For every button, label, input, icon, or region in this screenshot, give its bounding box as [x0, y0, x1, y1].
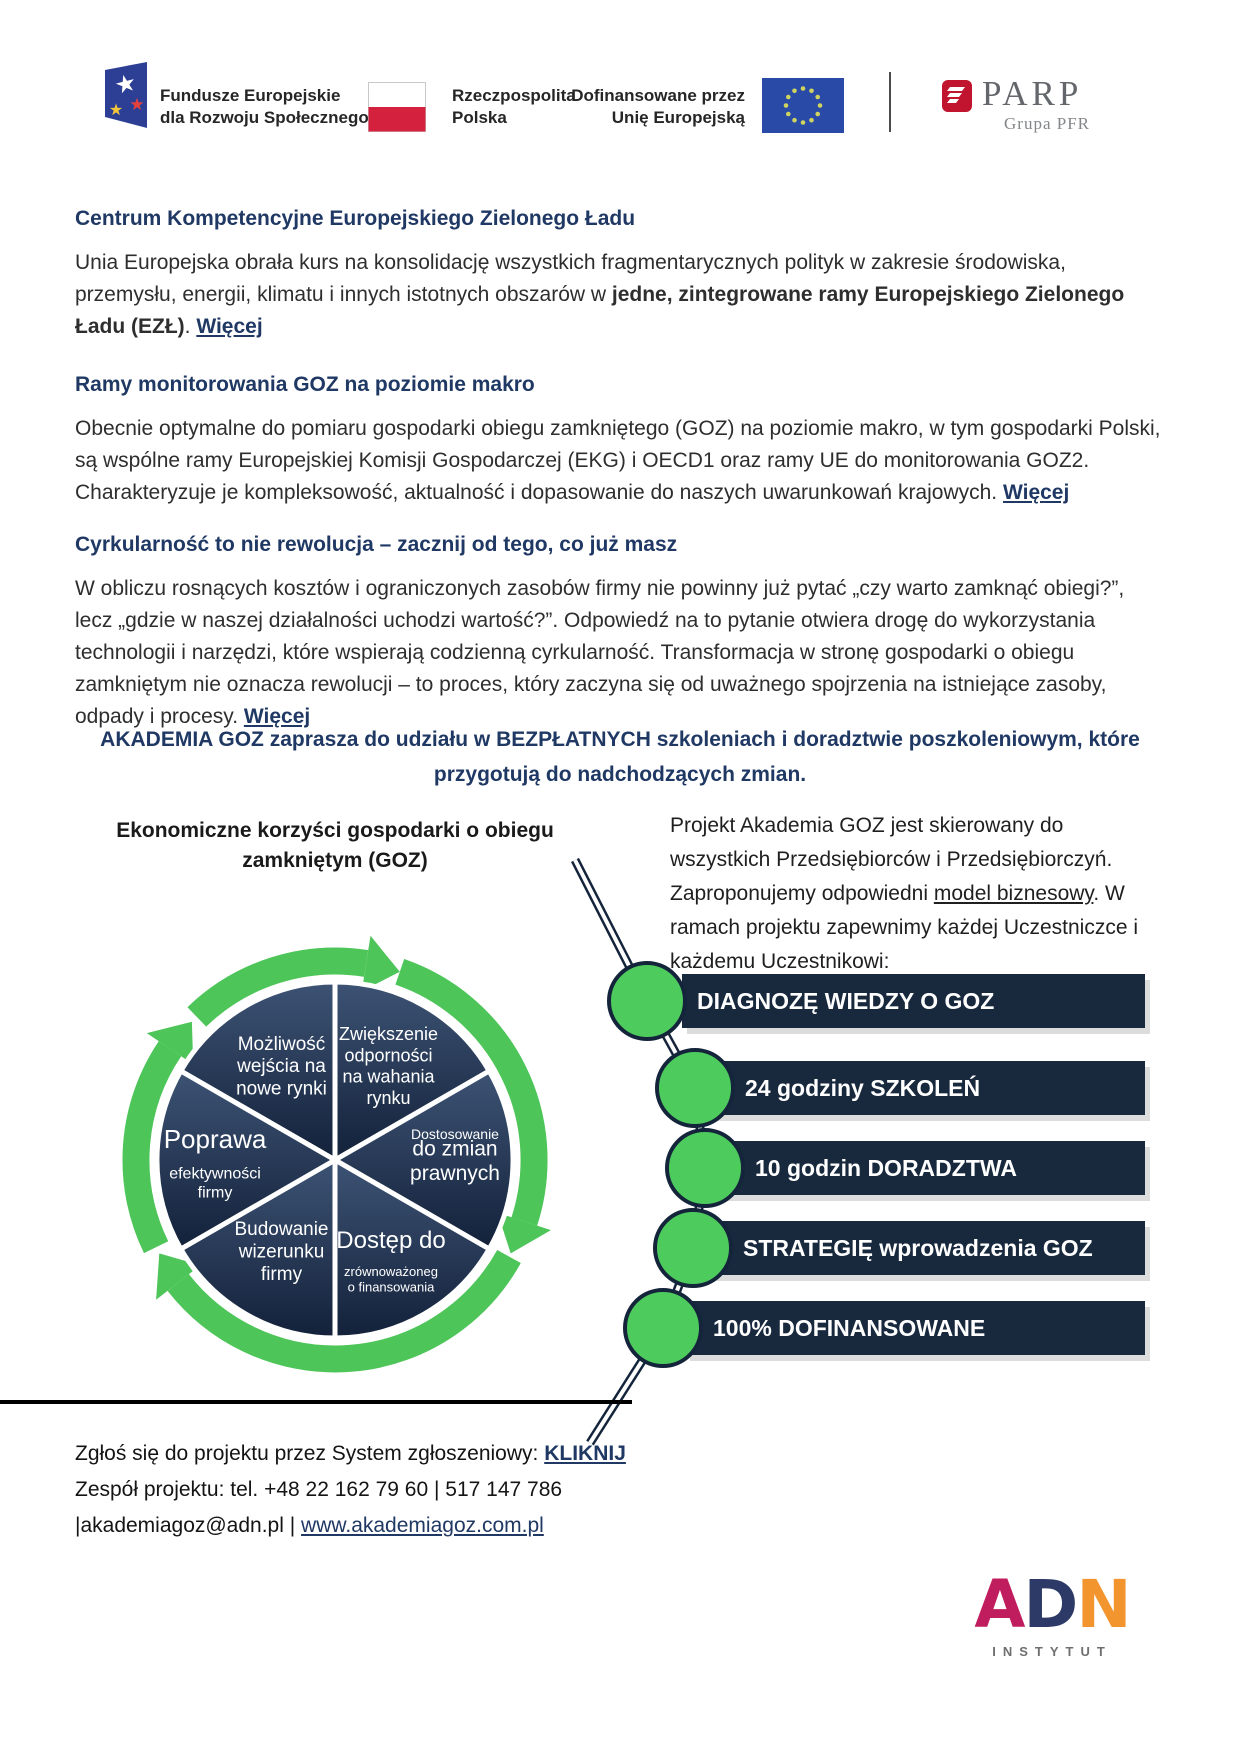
poland-flag-icon — [368, 82, 426, 132]
section-1-bold-text: jedne, zintegrowane ramy Europejskiego Zielonego Ładu (EZŁ) — [75, 283, 1125, 338]
section-1-text: Unia Europejska obrała kurs na konsolidację wszystkich fragmentarycznych polityk w zakresie środowiska, przemysłu, energii, klimatu i innych istotnych obszarów w — [75, 251, 1066, 306]
website-link[interactable]: www.akademiagoz.com.pl — [301, 1514, 544, 1537]
wheel-segment-label: Dostęp do zrównoważoneg o finansowania — [336, 1226, 446, 1295]
contact-line-phone: Zespół projektu: tel. +48 22 162 79 60 | 517 147 786 — [75, 1478, 563, 1501]
parp-icon — [942, 80, 972, 112]
fundusze-flag-icon — [104, 62, 148, 136]
contact-line-email: |akademiagoz@adn.pl | www.akademiagoz.com.pl — [75, 1514, 544, 1537]
parp-logo-text: PARP — [982, 74, 1083, 113]
benefit-bullet-circle — [655, 1210, 731, 1286]
section-3-paragraph — [75, 573, 1165, 733]
adn-letters: ADN — [974, 1566, 1130, 1643]
section-2-text: Obecnie optymalne do pomiaru gospodarki obiegu zamkniętego (GOZ) na poziomie makro, w tym gospodarki Polski, są wspólne ramy Europejskiej Komisji Gospodarczej (EKG) i OECD1 oraz ramy UE do monitorowania GOZ2. Charakteryzuje je kompleksowość, aktualność i dopasowanie do naszych uwarunkowań krajowych. — [75, 417, 1161, 504]
footer-divider-line — [0, 1400, 632, 1404]
project-benefits-graphic — [560, 858, 1190, 1458]
eu-funding-text: Dofinansowane przez Unię Europejską — [571, 86, 745, 127]
benefit-label: DIAGNOZĘ WIEDZY O GOZ — [697, 988, 995, 1014]
wheel-segment-label: Poprawa efektywności firmy — [163, 1123, 267, 1202]
contact-block — [75, 1436, 626, 1544]
model-biznesowy-link[interactable]: model biznesowy — [933, 882, 1094, 905]
fundusze-logo-text: Fundusze Europejskie dla Rozwoju Społecznego — [160, 86, 369, 127]
adn-instytut-logo — [952, 1566, 1152, 1659]
poland-logo-text: Rzeczpospolita Polska — [452, 86, 576, 127]
benefit-label: 24 godziny SZKOLEŃ — [745, 1075, 981, 1101]
eu-flag-icon — [762, 78, 844, 133]
wheel-segment-label: Dostosowanie do zmian prawnych — [410, 1125, 500, 1186]
wheel-title: Ekonomiczne korzyści gospodarki o obiegu zamkniętym (GOZ) — [116, 819, 554, 872]
wheel-segment-label: Zwiększenie odporności na wahania rynku — [338, 1024, 439, 1108]
wheel-segment-label: Możliwość wejścia na nowe rynki — [236, 1033, 327, 1100]
section-3-heading: Cyrkularność to nie rewolucja – zacznij od tego, co już masz — [75, 533, 678, 557]
kliknij-link[interactable]: KLIKNIJ — [544, 1442, 626, 1465]
section-2-heading: Ramy monitorowania GOZ na poziomie makro — [75, 373, 535, 397]
benefit-label: 100% DOFINANSOWANE — [713, 1315, 986, 1341]
contact-line-apply: Zgłoś się do projektu przez System zgłoszeniowy: KLIKNIJ — [75, 1442, 626, 1465]
section-1-paragraph: Unia Europejska obrała kurs na konsolidację wszystkich fragmentarycznych polityk w zakresie środowiska, przemysłu, energii, klimatu i innych istotnych obszarów w jedne, zintegrowane ramy Europejskiego Zielonego Ładu (EZŁ). Więcej — [75, 251, 1125, 338]
adn-instytut-label: INSTYTUT — [992, 1644, 1112, 1659]
header-divider — [889, 72, 891, 132]
svg-text:★: ★ — [108, 102, 124, 119]
wiecej-link-2[interactable]: Więcej — [1002, 481, 1070, 504]
svg-text:★: ★ — [129, 95, 145, 114]
parp-group-text: Grupa PFR — [1004, 114, 1090, 133]
project-intro-text: Projekt Akademia GOZ jest skierowany do wszystkich Przedsiębiorców i Przedsiębiorczyń. Zaproponujemy odpowiedni — [670, 814, 1113, 905]
wheel-segment-label: Budowanie wizerunku firmy — [234, 1219, 329, 1286]
benefit-label: 10 godzin DORADZTWA — [755, 1155, 1017, 1181]
akademia-goz-banner-text: AKADEMIA GOZ zaprasza do udziału w BEZPŁATNYCH szkoleniach i doradztwie poszkoleniowym, które przygotują do nadchodzących zmian. — [100, 728, 1140, 786]
wiecej-link-3[interactable]: Więcej — [243, 705, 311, 728]
benefit-bullet-circle — [667, 1130, 743, 1206]
goz-benefits-wheel — [110, 935, 560, 1385]
project-intro-paragraph: Projekt Akademia GOZ jest skierowany do wszystkich Przedsiębiorców i Przedsiębiorczyń. Zaproponujemy odpowiedni model biznesowy. W ramach projektu zapewnimy każdej Uczestniczce i każdemu Uczestnikowi: — [670, 814, 1139, 973]
section-3-text: W obliczu rosnących kosztów i ograniczonych zasobów firmy nie powinny już pytać „czy warto zamknąć obiegi?”, lecz „gdzie w naszej działalności uchodzi wartość?”. Odpowiedź na to pytanie otwiera drogę do wykorzystania technologii i narzędzi, które wspierają codzienną cyrkularność. Transformacja w stronę gospodarki o obiegu zamkniętym nie oznacza rewolucji – to proces, który zaczyna się od uważnego spojrzenia na istniejące zasoby, odpady i procesy. — [75, 577, 1125, 728]
benefit-bullet-circle — [657, 1050, 733, 1126]
section-1-heading: Centrum Kompetencyjne Europejskiego Zielonego Ładu — [75, 207, 636, 231]
benefit-label: STRATEGIĘ wprowadzenia GOZ — [743, 1235, 1093, 1261]
fundusze-europejskie-logo — [104, 62, 148, 141]
benefit-bullet-circle — [609, 963, 685, 1039]
wiecej-link-1[interactable]: Więcej — [196, 315, 263, 338]
section-2-paragraph — [75, 413, 1165, 509]
benefit-bullet-circle — [625, 1290, 701, 1366]
svg-text:★: ★ — [111, 68, 140, 101]
